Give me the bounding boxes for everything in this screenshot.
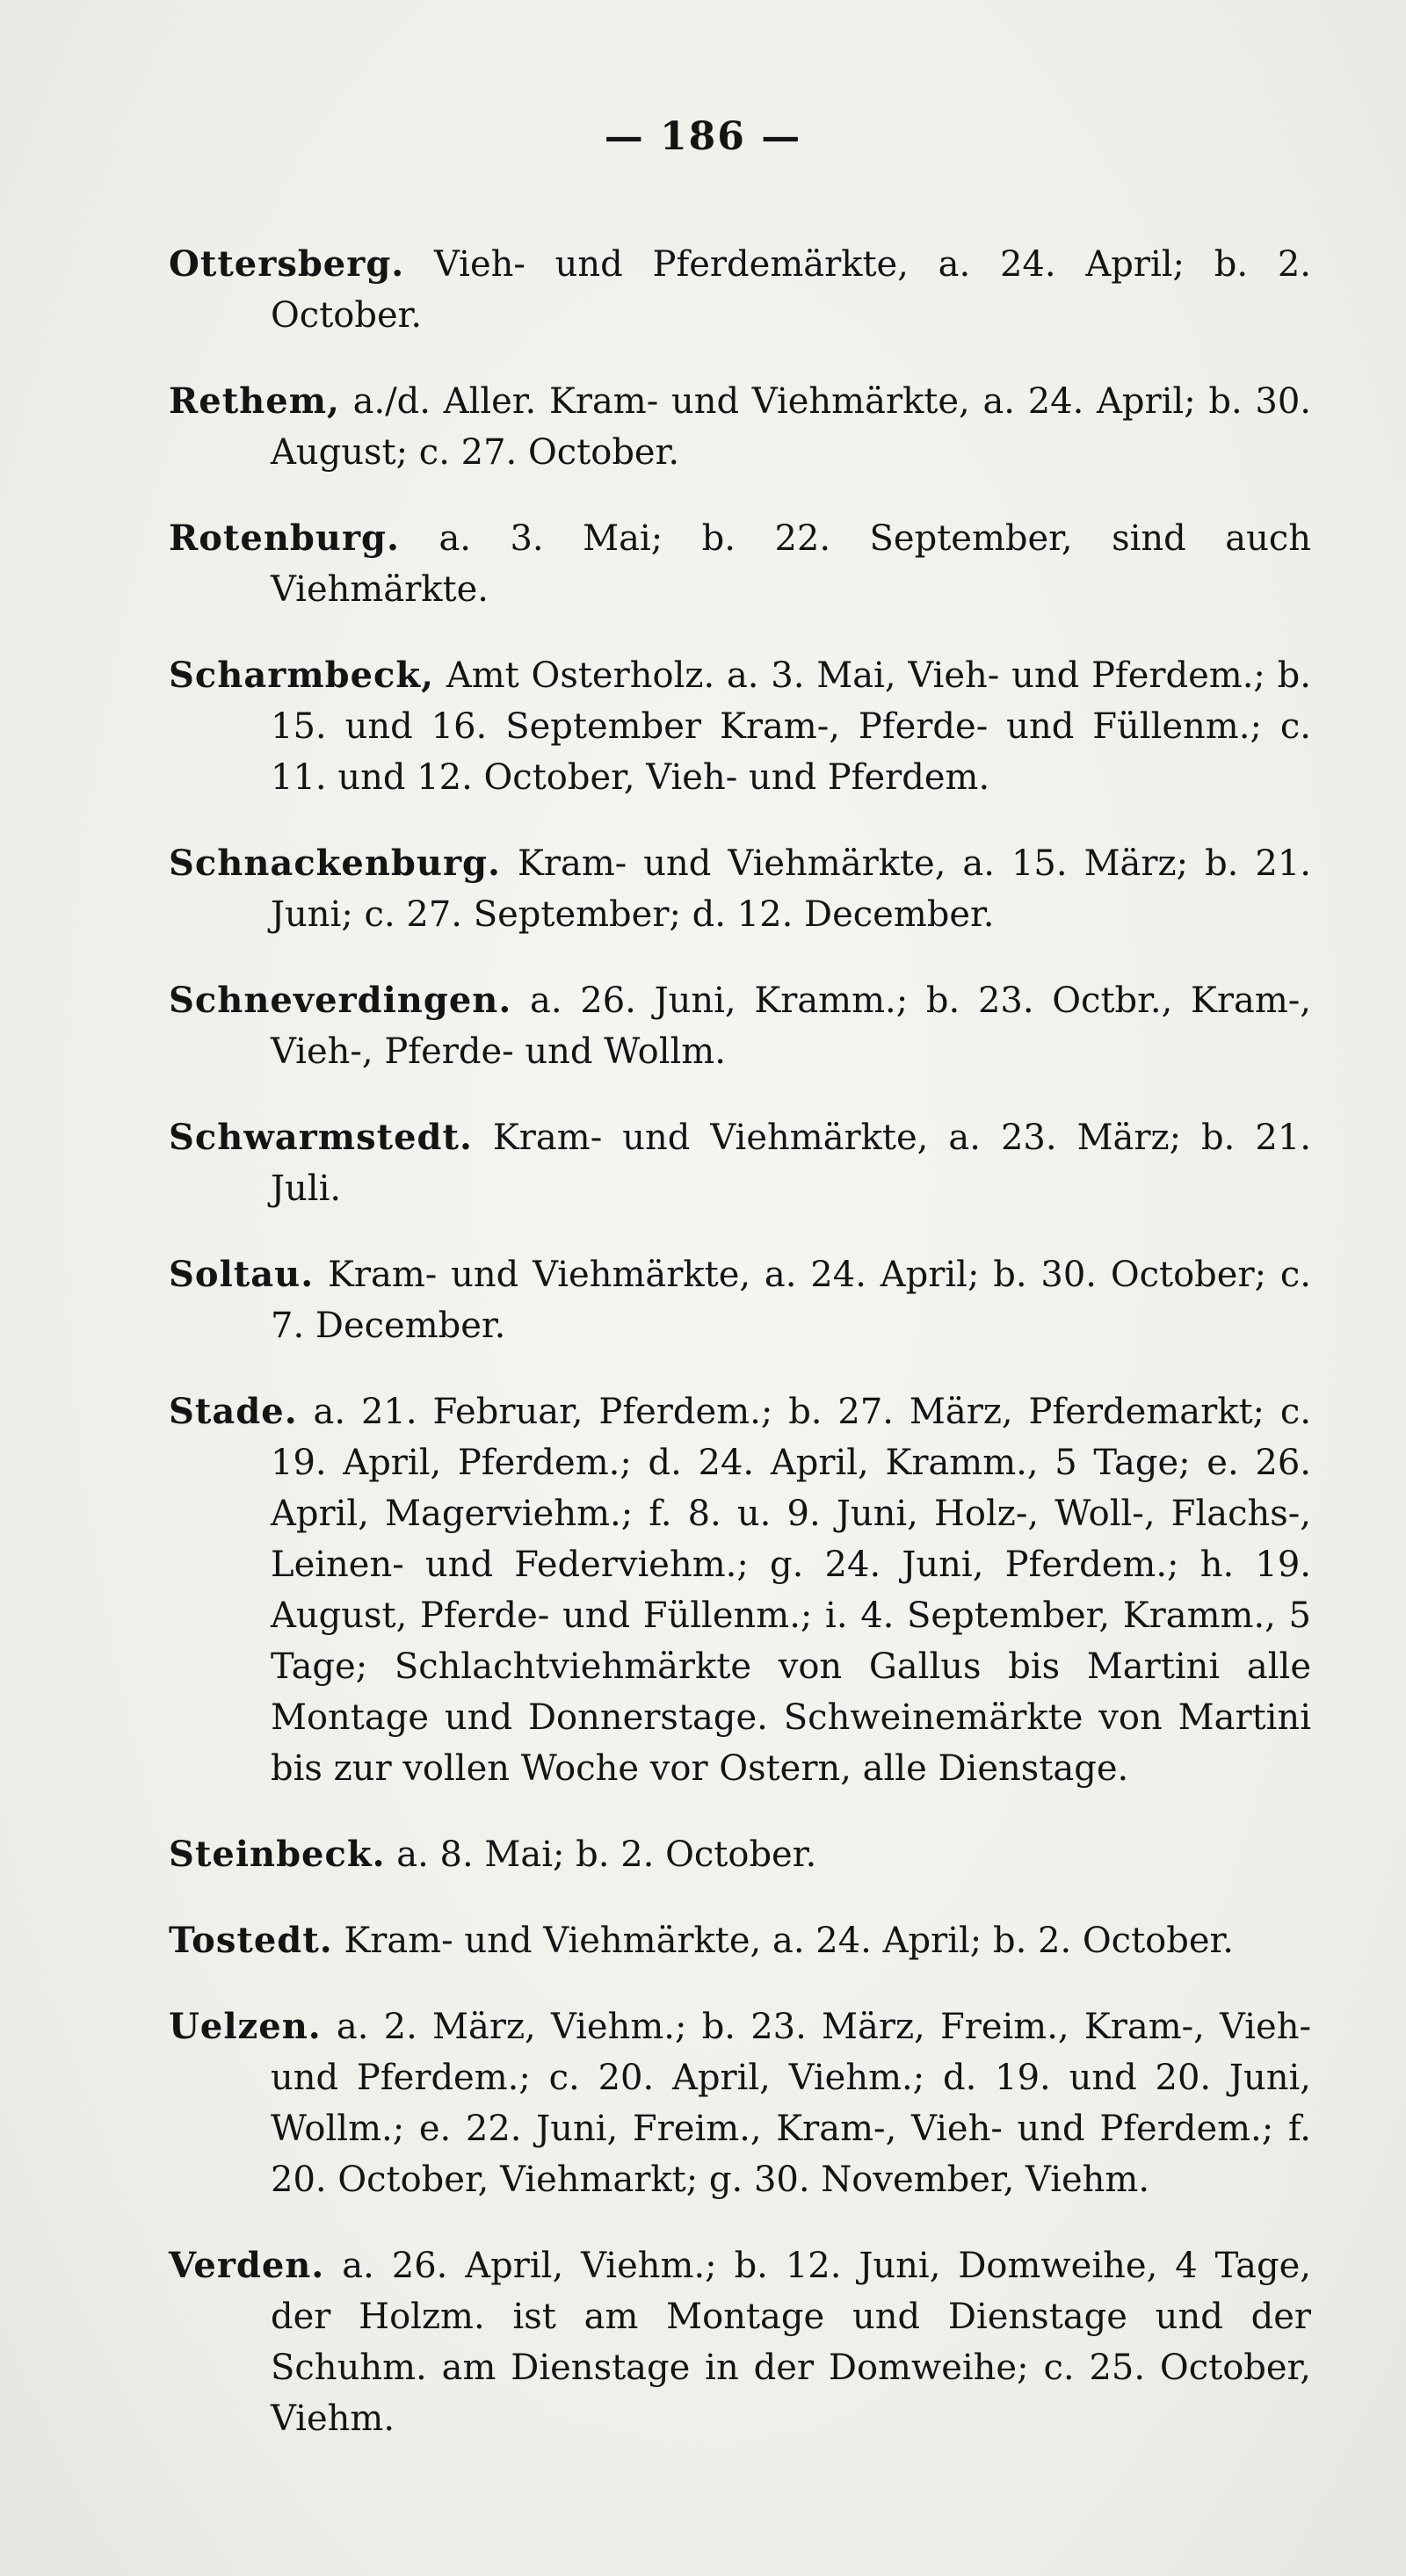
market-list <box>169 204 1311 2464</box>
market-entry <box>169 376 1311 478</box>
market-entry <box>169 1829 1311 1880</box>
market-entry <box>169 650 1311 803</box>
place-name: Tostedt. <box>169 1920 333 1961</box>
market-entry <box>169 513 1311 615</box>
entry-text: Kram- und Viehmärkte, a. 23. März; b. 21. Juli. <box>271 1118 1311 1209</box>
place-name: Rotenburg. <box>169 517 400 559</box>
market-entry <box>169 2001 1311 2205</box>
place-name: Stade. <box>169 1391 298 1432</box>
market-entry <box>169 239 1311 341</box>
market-entry <box>169 2240 1311 2444</box>
place-name: Scharmbeck, <box>169 655 435 696</box>
place-name: Verden. <box>169 2245 325 2286</box>
place-name: Steinbeck. <box>169 1834 386 1875</box>
market-entry <box>169 1249 1311 1351</box>
entry-text: a./d. Aller. Kram- und Viehmärkte, a. 24. April; b. 30. August; c. 27. October. <box>271 381 1311 473</box>
entry-text: Kram- und Viehmärkte, a. 24. April; b. 30. October; c. 7. December. <box>271 1255 1311 1346</box>
page-number: — 186 — <box>604 114 802 159</box>
place-name: Ottersberg. <box>169 243 405 285</box>
entry-text: a. 26. Juni, Kramm.; b. 23. Octbr., Kram-, Vieh-, Pferde- und Wollm. <box>271 980 1312 1072</box>
place-name: Soltau. <box>169 1254 315 1295</box>
entry-text: Kram- und Viehmärkte, a. 24. April; b. 2. October. <box>344 1921 1234 1961</box>
place-name: Rethem, <box>169 380 340 422</box>
market-entry <box>169 1112 1311 1214</box>
market-entry <box>169 838 1311 940</box>
entry-text: Amt Osterholz. a. 3. Mai, Vieh- und Pferdem.; b. 15. und 16. September Kram-, Pferde- und Füllenm.; c. 11. und 12. October, Vieh- und Pferdem. <box>271 655 1312 798</box>
entry-text: Vieh- und Pferdemärkte, a. 24. April; b. 2. October. <box>271 244 1311 336</box>
place-name: Schwarmstedt. <box>169 1117 473 1158</box>
entry-text: a. 21. Februar, Pferdem.; b. 27. März, Pferdemarkt; c. 19. April, Pferdem.; d. 24. April, Kramm., 5 Tage; e. 26. April, Magerviehm.; f. 8. u. 9. Juni, Holz-, Woll-, Flachs-, Leinen- und Federviehm.; g. 24. Juni, Pferdem.; h. 19. August, Pferde- und Füllenm.; i. 4. September, Kramm., 5 Tage; Schlachtviehmärkte von Gallus bis Martini alle Montage und Donnerstage. Schweinemärkte von Martini bis zur vollen Woche vor Ostern, alle Dienstage. <box>271 1392 1312 1789</box>
place-name: Uelzen. <box>169 2006 322 2047</box>
entry-text: a. 2. März, Viehm.; b. 23. März, Freim., Kram-, Vieh- und Pferdem.; c. 20. April, Viehm.; d. 19. und 20. Juni, Wollm.; e. 22. Juni, Freim., Kram-, Vieh- und Pferdem.; f. 20. October, Viehmarkt; g. 30. November, Viehm. <box>271 2007 1311 2200</box>
place-name: Schneverdingen. <box>169 980 512 1021</box>
market-entry <box>169 975 1311 1077</box>
market-entry <box>169 1386 1311 1794</box>
entry-text: a. 26. April, Viehm.; b. 12. Juni, Domweihe, 4 Tage, der Holzm. ist am Montage und Dienstage und der Schuhm. am Dienstage in der Domweihe; c. 25. October, Viehm. <box>271 2246 1311 2439</box>
entry-text: a. 3. Mai; b. 22. September, sind auch Viehmärkte. <box>271 518 1312 610</box>
entry-text: a. 8. Mai; b. 2. October. <box>396 1834 817 1875</box>
market-entry <box>169 1915 1311 1966</box>
place-name: Schnackenburg. <box>169 843 501 884</box>
entry-text: Kram- und Viehmärkte, a. 15. März; b. 21. Juni; c. 27. September; d. 12. December. <box>271 843 1312 935</box>
